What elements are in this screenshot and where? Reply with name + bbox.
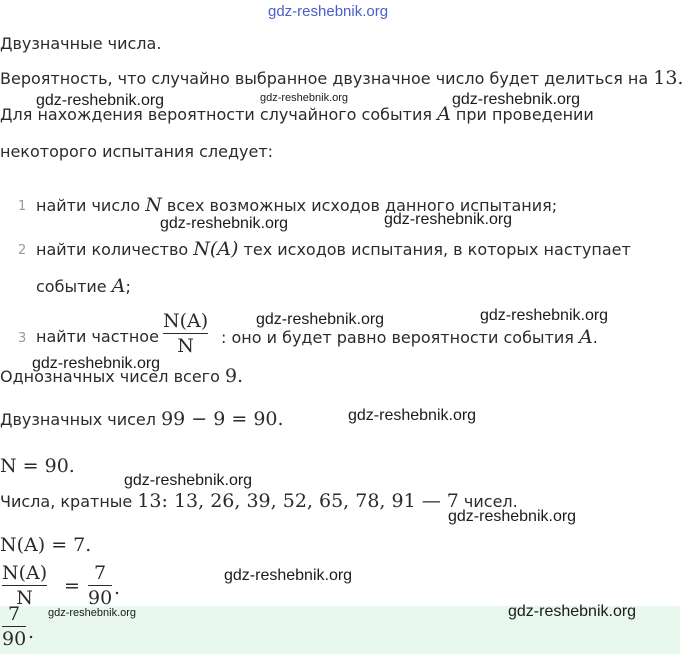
step-1-number: 1 bbox=[18, 199, 27, 214]
one-digit-line: Однозначных чисел всего 9. bbox=[0, 365, 244, 387]
topic-line: Двузначные числа. bbox=[0, 34, 162, 53]
watermark: gdz-reshebnik.org bbox=[48, 607, 137, 619]
multiples-line: Числа, кратные 13: 13, 26, 39, 52, 65, 78, 91 — 7 чисел. bbox=[0, 490, 518, 512]
na-value: N(A) = 7. bbox=[0, 534, 92, 556]
watermark: gdz-reshebnik.org bbox=[260, 92, 349, 104]
result-period: . bbox=[114, 577, 121, 599]
watermark: gdz-reshebnik.org bbox=[124, 472, 253, 489]
question-line: Вероятность, что случайно выбранное двузначное число будет делиться на 13. bbox=[0, 67, 683, 89]
probability-fraction: N(A) N bbox=[2, 562, 48, 609]
step-2-number: 2 bbox=[18, 243, 27, 258]
answer-period: . bbox=[28, 621, 35, 643]
intro-line-1: Для нахождения вероятности случайного события A при проведении bbox=[0, 103, 594, 125]
n-value: N = 90. bbox=[0, 455, 75, 477]
step-3-fraction: N(A) N bbox=[163, 310, 209, 357]
step-2-cont: событие A; bbox=[36, 275, 131, 297]
watermark: gdz-reshebnik.org bbox=[480, 307, 609, 324]
probability-result: 7 90 bbox=[88, 562, 113, 609]
watermark: gdz-reshebnik.org bbox=[384, 211, 513, 228]
watermark: gdz-reshebnik.org bbox=[268, 3, 389, 20]
watermark: gdz-reshebnik.org bbox=[448, 508, 577, 525]
step-3-text: найти частное bbox=[36, 327, 159, 346]
step-2: найти количество N(A) тех исходов испытания, в которых наступает bbox=[36, 238, 631, 260]
watermark: gdz-reshebnik.org bbox=[452, 91, 581, 108]
watermark: gdz-reshebnik.org bbox=[160, 215, 289, 232]
step-1: найти число N всех возможных исходов данного испытания; bbox=[36, 194, 558, 216]
intro-line-2: некоторого испытания следует: bbox=[0, 142, 274, 161]
watermark: gdz-reshebnik.org bbox=[508, 603, 637, 620]
watermark: gdz-reshebnik.org bbox=[36, 92, 165, 109]
step-3-number: 3 bbox=[18, 331, 27, 346]
equals-sign: = bbox=[64, 575, 80, 597]
watermark: gdz-reshebnik.org bbox=[256, 311, 385, 328]
watermark: gdz-reshebnik.org bbox=[224, 567, 353, 584]
step-3-tail: : оно и будет равно вероятности события A. bbox=[221, 326, 598, 348]
two-digit-line: Двузначных чисел 99 − 9 = 90. bbox=[0, 408, 284, 430]
watermark: gdz-reshebnik.org bbox=[348, 407, 477, 424]
watermark: gdz-reshebnik.org bbox=[32, 355, 161, 372]
answer-fraction: 7 90 bbox=[2, 603, 27, 650]
